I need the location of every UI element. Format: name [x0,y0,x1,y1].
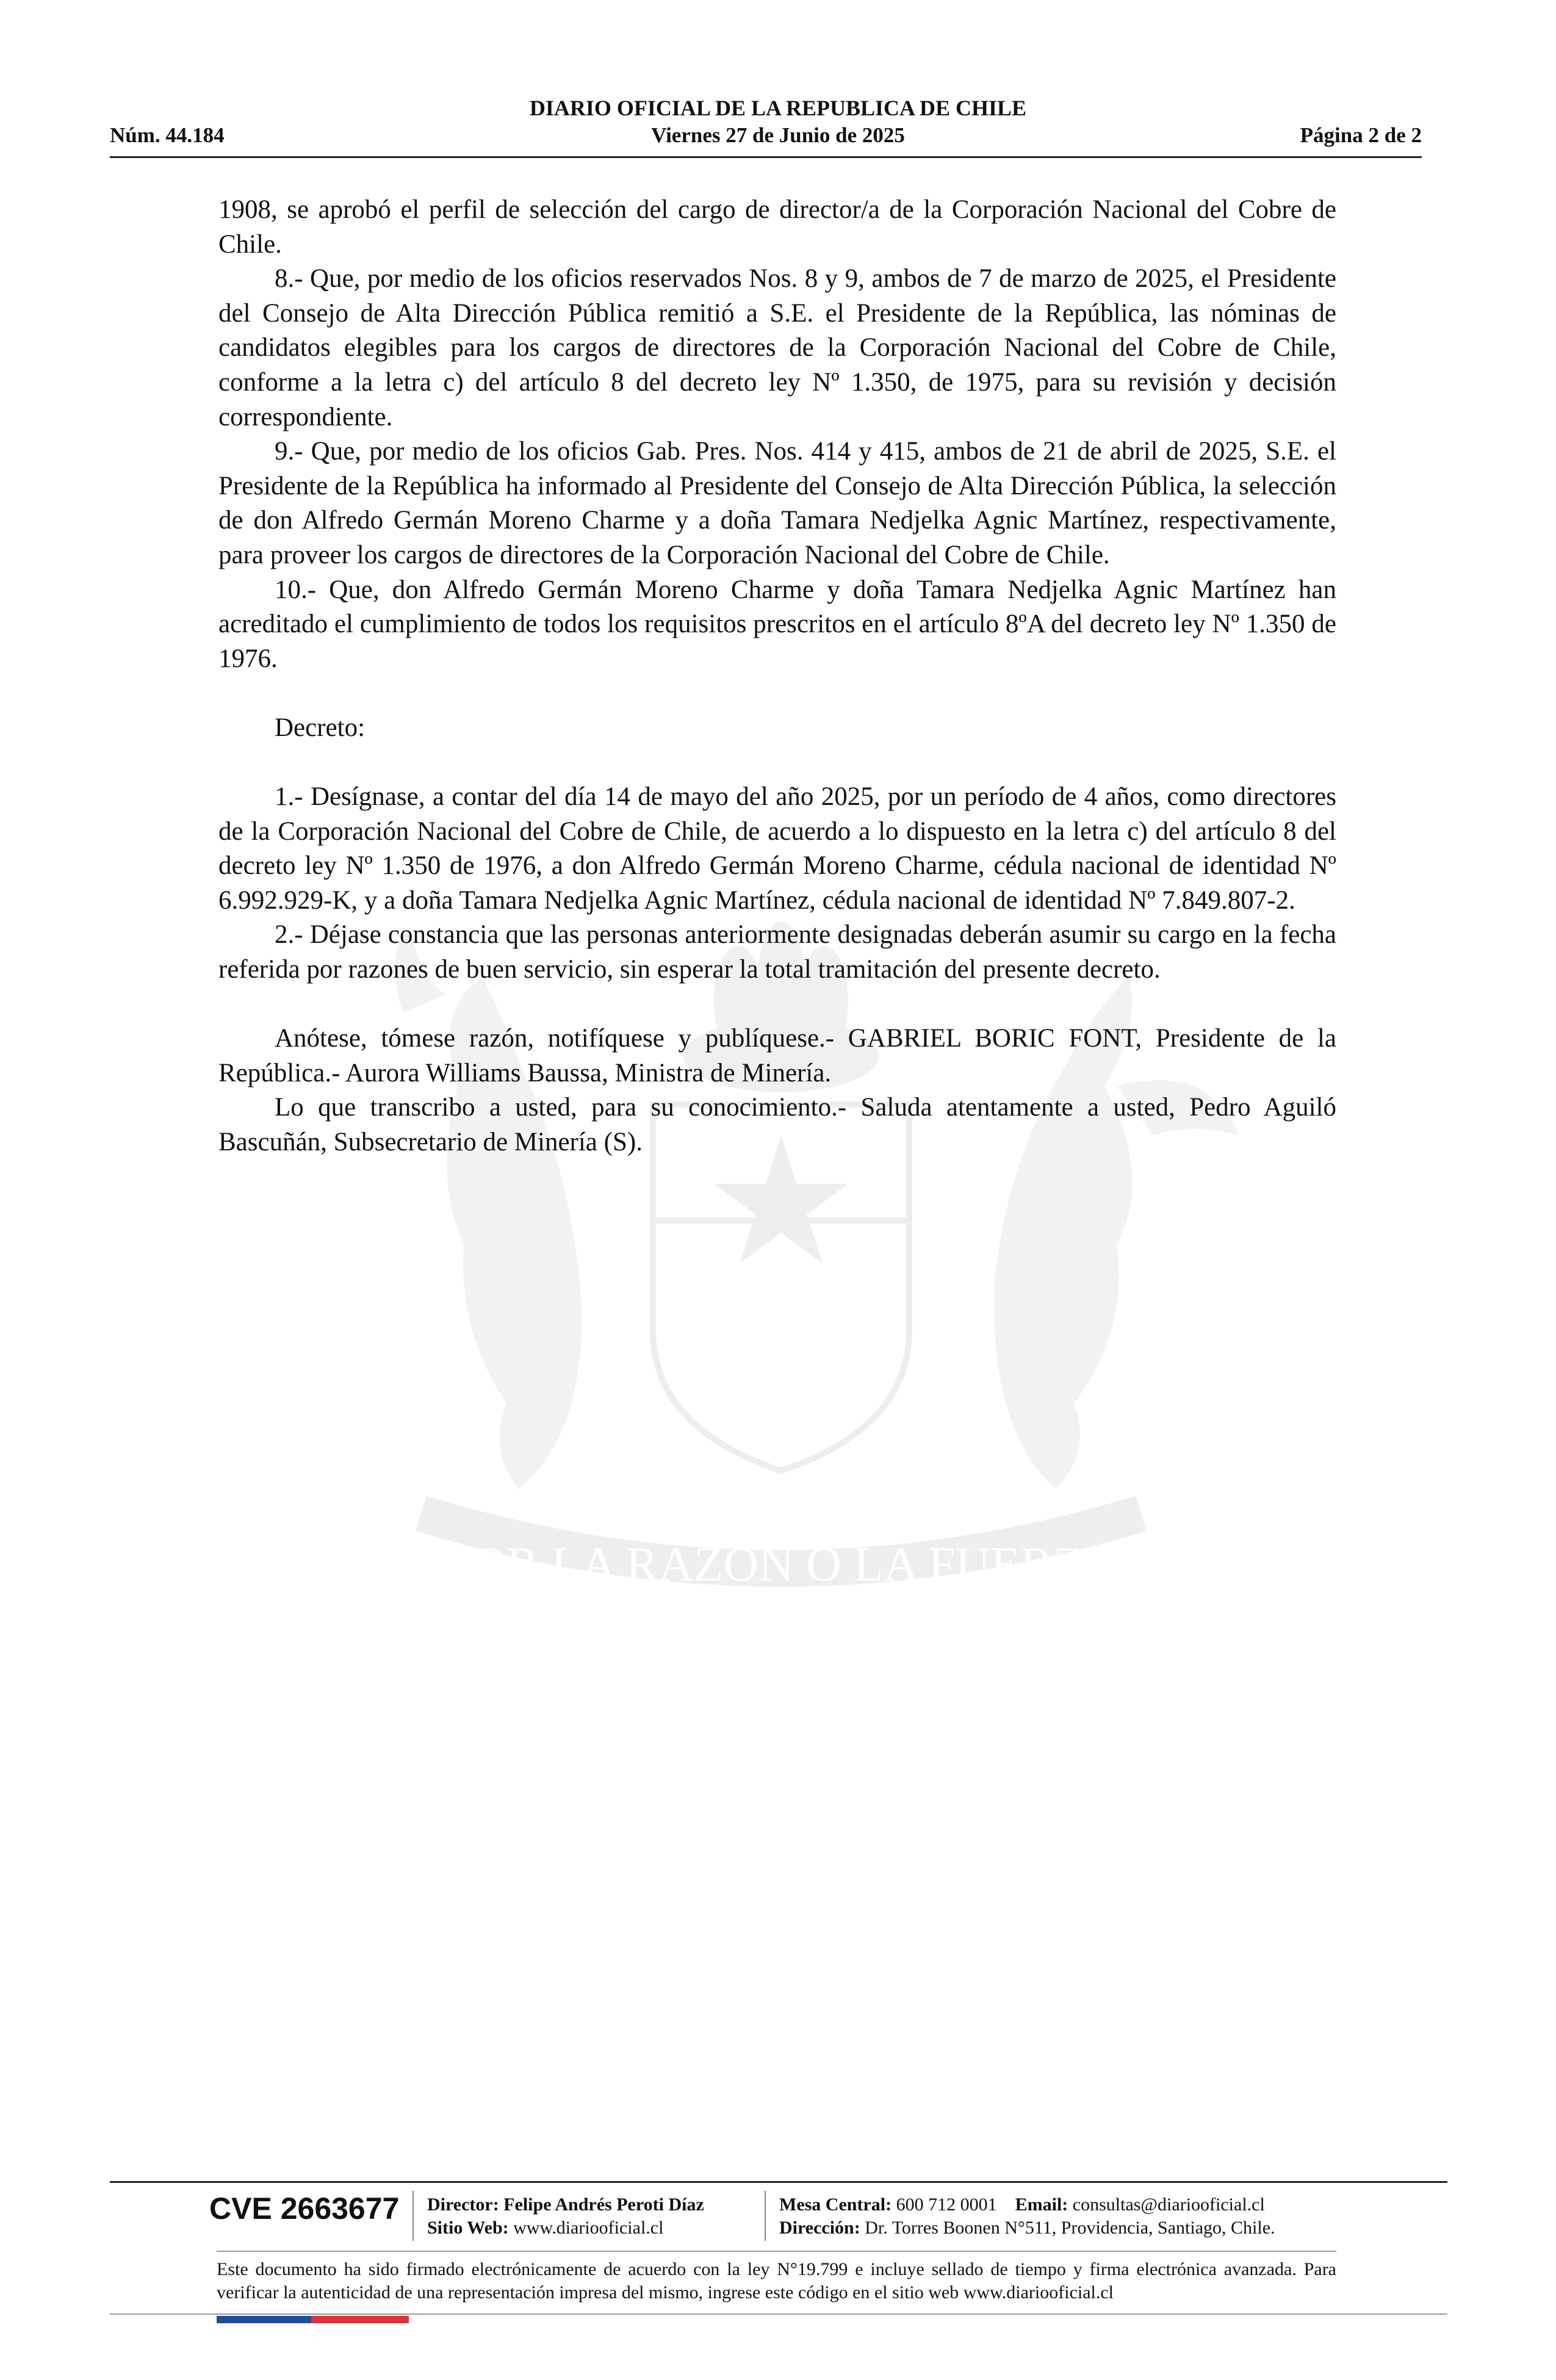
closing-transcription: Lo que transcribo a usted, para su conocimiento.- Saluda atentamente a usted, Pedro Aguiló Bascuñán, Subsecretario de Minería (S). [218,1093,1336,1157]
mesa-label: Mesa Central: [779,2194,892,2215]
document-body [218,193,1336,1160]
watermark-motto: POR LA RAZON O LA FUERZA [444,1538,1118,1592]
footer-separator [412,2191,414,2241]
footer-divider-mid [217,2251,1336,2252]
flag-blue-segment [217,2316,311,2323]
paragraph-8: 8.- Que, por medio de los oficios reservados Nos. 8 y 9, ambos de 7 de marzo de 2025, el Presidente del Consejo de Alta Dirección Pública remitió a S.E. el Presidente de la República, las nóminas de candidatos elegibles para los cargos de directores de la Corporación Nacional del Cobre de Chile, conforme a la letra c) del artículo 8 del decreto ley Nº 1.350, de 1975, para su revisión y decisión correspondiente. [218,264,1336,431]
footer-divider-bottom [110,2313,1447,2315]
paragraph-9: 9.- Que, por medio de los oficios Gab. Pres. Nos. 414 y 415, ambos de 21 de abril de 2025, S.E. el Presidente de la República ha informado al Presidente del Consejo de Alta Dirección Pública, la selección de don Alfredo Germán Moreno Charme y a doña Tamara Nedjelka Agnic Martínez, respectivamente, para proveer los cargos de directores de la Corporación Nacional del Cobre de Chile. [218,437,1336,569]
director-name: Felipe Andrés Peroti Díaz [503,2194,704,2215]
decree-article-2: 2.- Déjase constancia que las personas anteriormente designadas deberán asumir su cargo en la fecha referida por razones de buen servicio, sin esperar la total tramitación del presente decreto. [218,920,1336,984]
address-value: Dr. Torres Boonen N°511, Providencia, Santiago, Chile. [865,2218,1275,2238]
email-label: Email: [1015,2194,1068,2215]
footer-divider-top [110,2181,1447,2183]
flag-color-bar [217,2316,409,2323]
footer-separator [765,2191,766,2241]
closing-signatures: Anótese, tómese razón, notifíquese y publíquese.- GABRIEL BORIC FONT, Presidente de la República.- Aurora Williams Baussa, Ministra de Minería. [218,1024,1336,1087]
issue-date: Viernes 27 de Junio de 2025 [651,123,905,147]
publication-title: DIARIO OFICIAL DE LA REPUBLICA DE CHILE [529,96,1027,120]
footer-director-info [427,2193,704,2240]
decree-article-1: 1.- Desígnase, a contar del día 14 de mayo del año 2025, por un período de 4 años, como directores de la Corporación Nacional del Cobre de Chile, de acuerdo a lo dispuesto en la letra c) del artículo 8 del decreto ley Nº 1.350 de 1976, a don Alfredo Germán Moreno Charme, cédula nacional de identidad Nº 6.992.929-K, y a doña Tamara Nedjelka Agnic Martínez, cédula nacional de identidad Nº 7.849.807-2. [218,782,1336,915]
site-label: Sitio Web: [427,2218,509,2238]
mesa-phone: 600 712 0001 [896,2194,997,2215]
footer-contact-info [779,2193,1275,2240]
decreto-heading: Decreto: [275,713,366,742]
cve-code: CVE 2663677 [209,2191,400,2226]
paragraph-continuation: 1908, se aprobó el perfil de selección del cargo de director/a de la Corporación Nacional del Cobre de Chile. [218,195,1336,259]
issue-number: Núm. 44.184 [110,123,225,147]
address-label: Dirección: [779,2218,860,2238]
page-counter: Página 2 de 2 [1300,123,1422,147]
paragraph-10: 10.- Que, don Alfredo Germán Moreno Charme y doña Tamara Nedjelka Agnic Martínez han acreditado el cumplimiento de todos los requisitos prescritos en el artículo 8ºA del decreto ley Nº 1.350 de 1976. [218,575,1336,673]
signature-notice: Este documento ha sido firmado electrónicamente de acuerdo con la ley N°19.799 e incluye sellado de tiempo y firma electrónica avanzada. Para verificar la autenticidad de una representación impresa del mismo, ingrese este código en el sitio web www.diariooficial.cl [217,2259,1336,2302]
director-label: Director: [427,2194,499,2215]
site-link[interactable]: www.diariooficial.cl [513,2218,664,2238]
email-link[interactable]: consultas@diariooficial.cl [1072,2194,1265,2215]
flag-red-segment [311,2316,409,2323]
header-divider [110,156,1422,158]
